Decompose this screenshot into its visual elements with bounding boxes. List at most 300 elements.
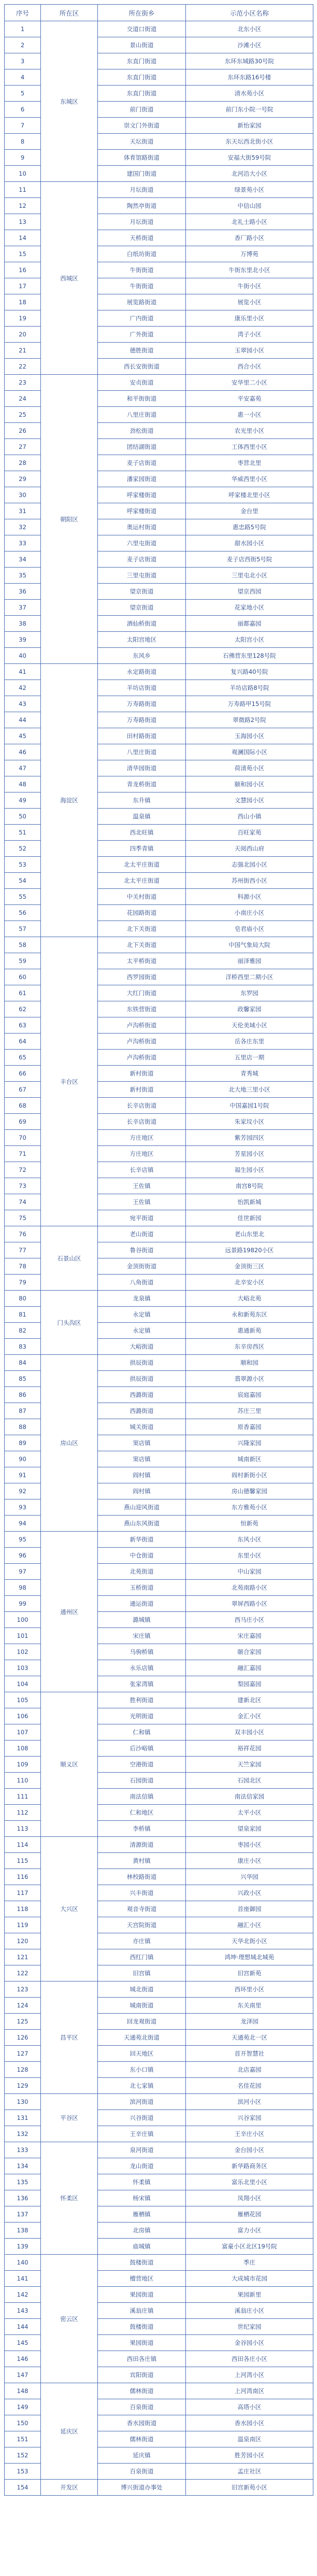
serial-number-cell: 143: [5, 2303, 41, 2319]
street-cell: 鲁谷街道: [98, 1242, 186, 1258]
serial-number-cell: 26: [5, 423, 41, 439]
street-cell: 百泉街道: [98, 2464, 186, 2480]
street-cell: 果园街道: [98, 2287, 186, 2303]
community-cell: 苏州街西小区: [186, 873, 313, 889]
community-cell: 丽泽雅园: [186, 953, 313, 969]
community-cell: 大峪北苑: [186, 1291, 313, 1307]
community-cell: 文慧园小区: [186, 792, 313, 809]
demonstration-community-table: [4, 4, 313, 2496]
community-cell: 湾子小区: [186, 327, 313, 343]
community-cell: 天竺家园: [186, 1757, 313, 1773]
street-cell: 四季青镇: [98, 841, 186, 857]
street-cell: 果园街道: [98, 2335, 186, 2351]
serial-number-cell: 51: [5, 825, 41, 841]
street-cell: 东直门街道: [98, 86, 186, 102]
street-cell: 龙泉镇: [98, 1291, 186, 1307]
street-cell: 前门街道: [98, 102, 186, 118]
community-cell: 金汇小区: [186, 1708, 313, 1724]
community-cell: 志强北园小区: [186, 857, 313, 873]
street-cell: 崇文门外街道: [98, 118, 186, 134]
street-cell: 卢沟桥街道: [98, 1017, 186, 1034]
community-cell: 富乐北里小区: [186, 2174, 313, 2190]
community-cell: 康庄小区: [186, 1853, 313, 1869]
serial-number-cell: 141: [5, 2271, 41, 2287]
serial-number-cell: 114: [5, 1837, 41, 1853]
serial-number-cell: 144: [5, 2319, 41, 2335]
community-cell: 金谷园小区: [186, 2335, 313, 2351]
street-cell: 六里屯街道: [98, 535, 186, 551]
serial-number-cell: 30: [5, 487, 41, 503]
street-cell: 月坛街道: [98, 214, 186, 230]
community-cell: 溪翁庄小区: [186, 2303, 313, 2319]
street-cell: 酒仙桥街道: [98, 616, 186, 632]
district-cell: 开发区: [41, 2480, 98, 2496]
serial-number-cell: 103: [5, 1660, 41, 1676]
serial-number-cell: 13: [5, 214, 41, 230]
table-header-row: [5, 5, 313, 21]
serial-number-cell: 116: [5, 1869, 41, 1885]
street-cell: 麦子店街道: [98, 551, 186, 568]
community-cell: 天阅西山府: [186, 841, 313, 857]
community-cell: 甜水园小区: [186, 535, 313, 551]
street-cell: 阎村镇: [98, 1483, 186, 1499]
community-cell: 旧宫新苑: [186, 1965, 313, 1981]
community-cell: 石佛营东里128号院: [186, 648, 313, 664]
community-cell: 香厂路小区: [186, 230, 313, 246]
serial-number-cell: 80: [5, 1291, 41, 1307]
street-cell: 万寿路街道: [98, 696, 186, 712]
street-cell: 北苑街道: [98, 1564, 186, 1580]
serial-number-cell: 126: [5, 2030, 41, 2046]
table-row: [5, 1355, 313, 1371]
street-cell: 清源街道: [98, 1837, 186, 1853]
community-cell: 青秀城: [186, 1066, 313, 1082]
community-cell: 恒新苑: [186, 1516, 313, 1532]
street-cell: 卢沟桥街道: [98, 1034, 186, 1050]
serial-number-cell: 153: [5, 2464, 41, 2480]
community-cell: 温泉南区: [186, 2431, 313, 2447]
community-cell: 颐合家园: [186, 1644, 313, 1660]
serial-number-cell: 111: [5, 1789, 41, 1805]
serial-number-cell: 140: [5, 2255, 41, 2271]
serial-number-cell: 61: [5, 985, 41, 1001]
serial-number-cell: 85: [5, 1371, 41, 1387]
serial-number-cell: 91: [5, 1467, 41, 1483]
community-cell: 颐和园小区: [186, 776, 313, 792]
community-cell: 首开智慧社: [186, 2046, 313, 2062]
community-cell: 东关南里: [186, 1998, 313, 2014]
street-cell: 观音寺街道: [98, 1901, 186, 1917]
street-cell: 广内街道: [98, 310, 186, 327]
community-cell: 农光里小区: [186, 423, 313, 439]
community-cell: 北辛安小区: [186, 1275, 313, 1291]
serial-number-cell: 86: [5, 1387, 41, 1403]
district-cell: 延庆区: [41, 2383, 98, 2480]
street-cell: 方庄地区: [98, 1146, 186, 1162]
serial-number-cell: 152: [5, 2447, 41, 2464]
street-cell: 李桥镇: [98, 1821, 186, 1837]
serial-number-cell: 34: [5, 551, 41, 568]
community-cell: 双丰园小区: [186, 1724, 313, 1740]
serial-number-cell: 22: [5, 359, 41, 375]
table-row: [5, 1981, 313, 1998]
table-row: [5, 1692, 313, 1708]
community-cell: 康乐里小区: [186, 310, 313, 327]
serial-number-cell: 120: [5, 1933, 41, 1949]
serial-number-cell: 47: [5, 760, 41, 776]
community-cell: 朱家坟小区: [186, 1114, 313, 1130]
serial-number-cell: 44: [5, 712, 41, 728]
serial-number-cell: 32: [5, 519, 41, 535]
serial-number-cell: 72: [5, 1162, 41, 1178]
street-cell: 黄村镇: [98, 1853, 186, 1869]
table-row: [5, 937, 313, 953]
community-cell: 北东小区: [186, 21, 313, 37]
serial-number-cell: 127: [5, 2046, 41, 2062]
serial-number-cell: 56: [5, 905, 41, 921]
serial-number-cell: 83: [5, 1339, 41, 1355]
serial-number-cell: 59: [5, 953, 41, 969]
street-cell: 卢沟桥街道: [98, 1050, 186, 1066]
street-cell: 通运街道: [98, 1596, 186, 1612]
serial-number-cell: 87: [5, 1403, 41, 1419]
street-cell: 陶然亭街道: [98, 198, 186, 214]
street-cell: 奥运村街道: [98, 519, 186, 535]
serial-number-cell: 40: [5, 648, 41, 664]
street-cell: 东升镇: [98, 792, 186, 809]
community-cell: 玉海园小区: [186, 728, 313, 744]
community-cell: 永和新苑东区: [186, 1307, 313, 1323]
street-cell: 大峪街道: [98, 1339, 186, 1355]
community-cell: 龙泽园: [186, 2014, 313, 2030]
street-cell: 新村街道: [98, 1082, 186, 1098]
community-cell: 果园新里: [186, 2287, 313, 2303]
community-cell: 裕祥花园: [186, 1740, 313, 1757]
street-cell: 滨河街道: [98, 2094, 186, 2110]
street-cell: 新华街道: [98, 1532, 186, 1548]
street-cell: 新村街道: [98, 1066, 186, 1082]
table-row: [5, 2480, 313, 2496]
serial-number-cell: 39: [5, 632, 41, 648]
street-cell: 安贞街道: [98, 375, 186, 391]
street-cell: 建国门街道: [98, 166, 186, 182]
serial-number-cell: 151: [5, 2431, 41, 2447]
serial-number-cell: 73: [5, 1178, 41, 1194]
community-cell: 石园北区: [186, 1773, 313, 1789]
street-cell: 体育馆路街道: [98, 150, 186, 166]
community-cell: 新怡家园: [186, 118, 313, 134]
serial-number-cell: 104: [5, 1676, 41, 1692]
serial-number-cell: 97: [5, 1564, 41, 1580]
community-cell: 王辛庄小区: [186, 2126, 313, 2142]
community-cell: 西合小区: [186, 359, 313, 375]
serial-number-cell: 115: [5, 1853, 41, 1869]
street-cell: 北太平庄街道: [98, 857, 186, 873]
district-cell: 昌平区: [41, 1981, 98, 2094]
district-cell: 朝阳区: [41, 375, 98, 664]
serial-number-cell: 42: [5, 680, 41, 696]
community-cell: 呼家楼北里小区: [186, 487, 313, 503]
header-serial-number: 序号: [5, 5, 41, 21]
community-cell: 东风小区: [186, 1532, 313, 1548]
street-cell: 怀柔镇: [98, 2174, 186, 2190]
community-cell: 工体西里小区: [186, 439, 313, 455]
street-cell: 东直门街道: [98, 69, 186, 86]
community-cell: 太阳宫小区: [186, 632, 313, 648]
serial-number-cell: 3: [5, 53, 41, 69]
serial-number-cell: 1: [5, 21, 41, 37]
serial-number-cell: 66: [5, 1066, 41, 1082]
community-cell: 鸿坤·理想城北城苑: [186, 1949, 313, 1965]
serial-number-cell: 14: [5, 230, 41, 246]
serial-number-cell: 118: [5, 1901, 41, 1917]
street-cell: 天通苑北街道: [98, 2030, 186, 2046]
community-cell: 富豪小区北区19号院: [186, 2239, 313, 2255]
street-cell: 北下关街道: [98, 937, 186, 953]
community-cell: 牛街东里北小区: [186, 262, 313, 278]
community-cell: 沙滩小区: [186, 37, 313, 53]
community-cell: 西马庄小区: [186, 1612, 313, 1628]
street-cell: 景山街道: [98, 37, 186, 53]
community-cell: 安华里二小区: [186, 375, 313, 391]
serial-number-cell: 139: [5, 2239, 41, 2255]
street-cell: 北太平庄街道: [98, 873, 186, 889]
community-cell: 金顶街三区: [186, 1258, 313, 1275]
community-cell: 百旺家苑: [186, 825, 313, 841]
serial-number-cell: 108: [5, 1740, 41, 1757]
district-cell: 通州区: [41, 1532, 98, 1692]
serial-number-cell: 113: [5, 1821, 41, 1837]
serial-number-cell: 154: [5, 2480, 41, 2496]
street-cell: 西长安街街道: [98, 359, 186, 375]
street-cell: 后沙峪镇: [98, 1740, 186, 1757]
community-cell: 华威西里小区: [186, 471, 313, 487]
community-cell: 岳各庄东里: [186, 1034, 313, 1050]
street-cell: 龙山街道: [98, 2158, 186, 2174]
serial-number-cell: 84: [5, 1355, 41, 1371]
community-cell: 枣园小区: [186, 1837, 313, 1853]
community-cell: 望泉家园: [186, 1821, 313, 1837]
serial-number-cell: 90: [5, 1451, 41, 1467]
header-district: 所在区: [41, 5, 98, 21]
serial-number-cell: 122: [5, 1965, 41, 1981]
community-cell: 中国气象局大院: [186, 937, 313, 953]
street-cell: 西北旺镇: [98, 825, 186, 841]
serial-number-cell: 135: [5, 2174, 41, 2190]
street-cell: 西红门镇: [98, 1949, 186, 1965]
community-cell: 枣营北里: [186, 455, 313, 471]
serial-number-cell: 123: [5, 1981, 41, 1998]
community-cell: 金台里: [186, 503, 313, 519]
community-cell: 天伦美域小区: [186, 1017, 313, 1034]
street-cell: 城关街道: [98, 1419, 186, 1435]
community-cell: 东方雅苑小区: [186, 1499, 313, 1516]
serial-number-cell: 10: [5, 166, 41, 182]
community-cell: 世纪家园: [186, 2319, 313, 2335]
community-cell: 融汇小区: [186, 1917, 313, 1933]
community-cell: 佳世新园: [186, 1210, 313, 1226]
street-cell: 望京街道: [98, 600, 186, 616]
community-cell: 丽都嘉园: [186, 616, 313, 632]
street-cell: 潞城镇: [98, 1612, 186, 1628]
street-cell: 回龙观街道: [98, 2014, 186, 2030]
community-cell: 前门东小院一号院: [186, 102, 313, 118]
street-cell: 劲松街道: [98, 423, 186, 439]
community-cell: 皂君庙小区: [186, 921, 313, 937]
community-cell: 北店嘉园: [186, 2062, 313, 2078]
district-cell: 顺义区: [41, 1692, 98, 1837]
community-cell: 惠通新苑: [186, 1323, 313, 1339]
serial-number-cell: 60: [5, 969, 41, 985]
community-cell: 北苑南路小区: [186, 1580, 313, 1596]
serial-number-cell: 5: [5, 86, 41, 102]
street-cell: 北房镇: [98, 2223, 186, 2239]
serial-number-cell: 79: [5, 1275, 41, 1291]
serial-number-cell: 48: [5, 776, 41, 792]
community-cell: 梨园嘉园: [186, 1676, 313, 1692]
serial-number-cell: 69: [5, 1114, 41, 1130]
serial-number-cell: 71: [5, 1146, 41, 1162]
community-cell: 天华北街小区: [186, 1933, 313, 1949]
street-cell: 窦店镇: [98, 1451, 186, 1467]
serial-number-cell: 82: [5, 1323, 41, 1339]
street-cell: 呼家楼街道: [98, 487, 186, 503]
community-cell: 城南新区: [186, 1451, 313, 1467]
community-cell: 上河湾小区: [186, 2367, 313, 2383]
community-cell: 麦子店西街5号院: [186, 551, 313, 568]
community-cell: 滨河小区: [186, 2094, 313, 2110]
community-cell: 花家地小区: [186, 600, 313, 616]
serial-number-cell: 41: [5, 664, 41, 680]
street-cell: 亦庄镇: [98, 1933, 186, 1949]
street-cell: 西潞街道: [98, 1403, 186, 1419]
serial-number-cell: 43: [5, 696, 41, 712]
serial-number-cell: 49: [5, 792, 41, 809]
table-row: [5, 1532, 313, 1548]
community-cell: 胜芳园小区: [186, 2447, 313, 2464]
community-cell: 复兴路40号院: [186, 664, 313, 680]
community-cell: 科源小区: [186, 889, 313, 905]
serial-number-cell: 20: [5, 327, 41, 343]
street-cell: 城北街道: [98, 1981, 186, 1998]
community-cell: 雁栖花园: [186, 2206, 313, 2223]
serial-number-cell: 95: [5, 1532, 41, 1548]
street-cell: 天宫院街道: [98, 1917, 186, 1933]
community-cell: 宸庭嘉园: [186, 1387, 313, 1403]
community-cell: 北大地三里小区: [186, 1082, 313, 1098]
community-cell: 五里店一期: [186, 1050, 313, 1066]
street-cell: 北下关街道: [98, 921, 186, 937]
street-cell: 窦店镇: [98, 1435, 186, 1451]
street-cell: 西罗园街道: [98, 969, 186, 985]
street-cell: 花园路街道: [98, 905, 186, 921]
serial-number-cell: 55: [5, 889, 41, 905]
community-cell: 上河湾南区: [186, 2383, 313, 2399]
street-cell: 鼓楼街道: [98, 2319, 186, 2335]
street-cell: 儒林街道: [98, 2431, 186, 2447]
table-row: [5, 2142, 313, 2158]
community-cell: 三里屯北小区: [186, 568, 313, 584]
street-cell: 溪翁庄镇: [98, 2303, 186, 2319]
community-cell: 惠一小区: [186, 407, 313, 423]
serial-number-cell: 62: [5, 1001, 41, 1017]
community-cell: 万博苑: [186, 246, 313, 262]
street-cell: 万寿路街道: [98, 712, 186, 728]
serial-number-cell: 53: [5, 857, 41, 873]
community-cell: 紫芳园四区: [186, 1130, 313, 1146]
community-cell: 中国嘉园1号院: [186, 1098, 313, 1114]
serial-number-cell: 109: [5, 1757, 41, 1773]
serial-number-cell: 64: [5, 1034, 41, 1050]
street-cell: 方庄地区: [98, 1130, 186, 1146]
serial-number-cell: 131: [5, 2110, 41, 2126]
serial-number-cell: 38: [5, 616, 41, 632]
table-row: [5, 664, 313, 680]
serial-number-cell: 133: [5, 2142, 41, 2158]
street-cell: 雁栖镇: [98, 2206, 186, 2223]
serial-number-cell: 46: [5, 744, 41, 760]
street-cell: 牛街街道: [98, 278, 186, 294]
street-cell: 中关村街道: [98, 889, 186, 905]
street-cell: 杨宋镇: [98, 2190, 186, 2206]
community-cell: 兴谷家园: [186, 2110, 313, 2126]
serial-number-cell: 98: [5, 1580, 41, 1596]
serial-number-cell: 17: [5, 278, 41, 294]
street-cell: 宋庄镇: [98, 1628, 186, 1644]
street-cell: 王佐镇: [98, 1194, 186, 1210]
community-cell: 凤翔小区: [186, 2190, 313, 2206]
serial-number-cell: 107: [5, 1724, 41, 1740]
serial-number-cell: 92: [5, 1483, 41, 1499]
community-cell: 中信山园: [186, 198, 313, 214]
serial-number-cell: 134: [5, 2158, 41, 2174]
street-cell: 燕山东风街道: [98, 1516, 186, 1532]
street-cell: 王佐镇: [98, 1178, 186, 1194]
street-cell: 老山街道: [98, 1226, 186, 1242]
serial-number-cell: 121: [5, 1949, 41, 1965]
community-cell: 中山家园: [186, 1564, 313, 1580]
community-cell: 小南庄小区: [186, 905, 313, 921]
community-cell: 南法信家园: [186, 1789, 313, 1805]
serial-number-cell: 112: [5, 1805, 41, 1821]
district-cell: 房山区: [41, 1355, 98, 1532]
table-row: [5, 1837, 313, 1853]
street-cell: 宛平街道: [98, 1210, 186, 1226]
community-cell: 荷清苑小区: [186, 760, 313, 776]
header-community: 示范小区名称: [186, 5, 313, 21]
serial-number-cell: 4: [5, 69, 41, 86]
community-cell: 兴华园: [186, 1869, 313, 1885]
serial-number-cell: 119: [5, 1917, 41, 1933]
community-cell: 原香嘉园: [186, 1419, 313, 1435]
street-cell: 西田各庄镇: [98, 2351, 186, 2367]
serial-number-cell: 9: [5, 150, 41, 166]
community-cell: 首座御园: [186, 1901, 313, 1917]
serial-number-cell: 132: [5, 2126, 41, 2142]
street-cell: 西潞街道: [98, 1387, 186, 1403]
serial-number-cell: 11: [5, 182, 41, 198]
serial-number-cell: 149: [5, 2399, 41, 2415]
serial-number-cell: 33: [5, 535, 41, 551]
street-cell: 东小口镇: [98, 2062, 186, 2078]
serial-number-cell: 28: [5, 455, 41, 471]
street-cell: 大红门街道: [98, 985, 186, 1001]
community-cell: 西田各庄小区: [186, 2351, 313, 2367]
street-cell: 天桥街道: [98, 230, 186, 246]
community-cell: 羊坊店路8号院: [186, 680, 313, 696]
district-cell: 海淀区: [41, 664, 98, 937]
serial-number-cell: 150: [5, 2415, 41, 2431]
